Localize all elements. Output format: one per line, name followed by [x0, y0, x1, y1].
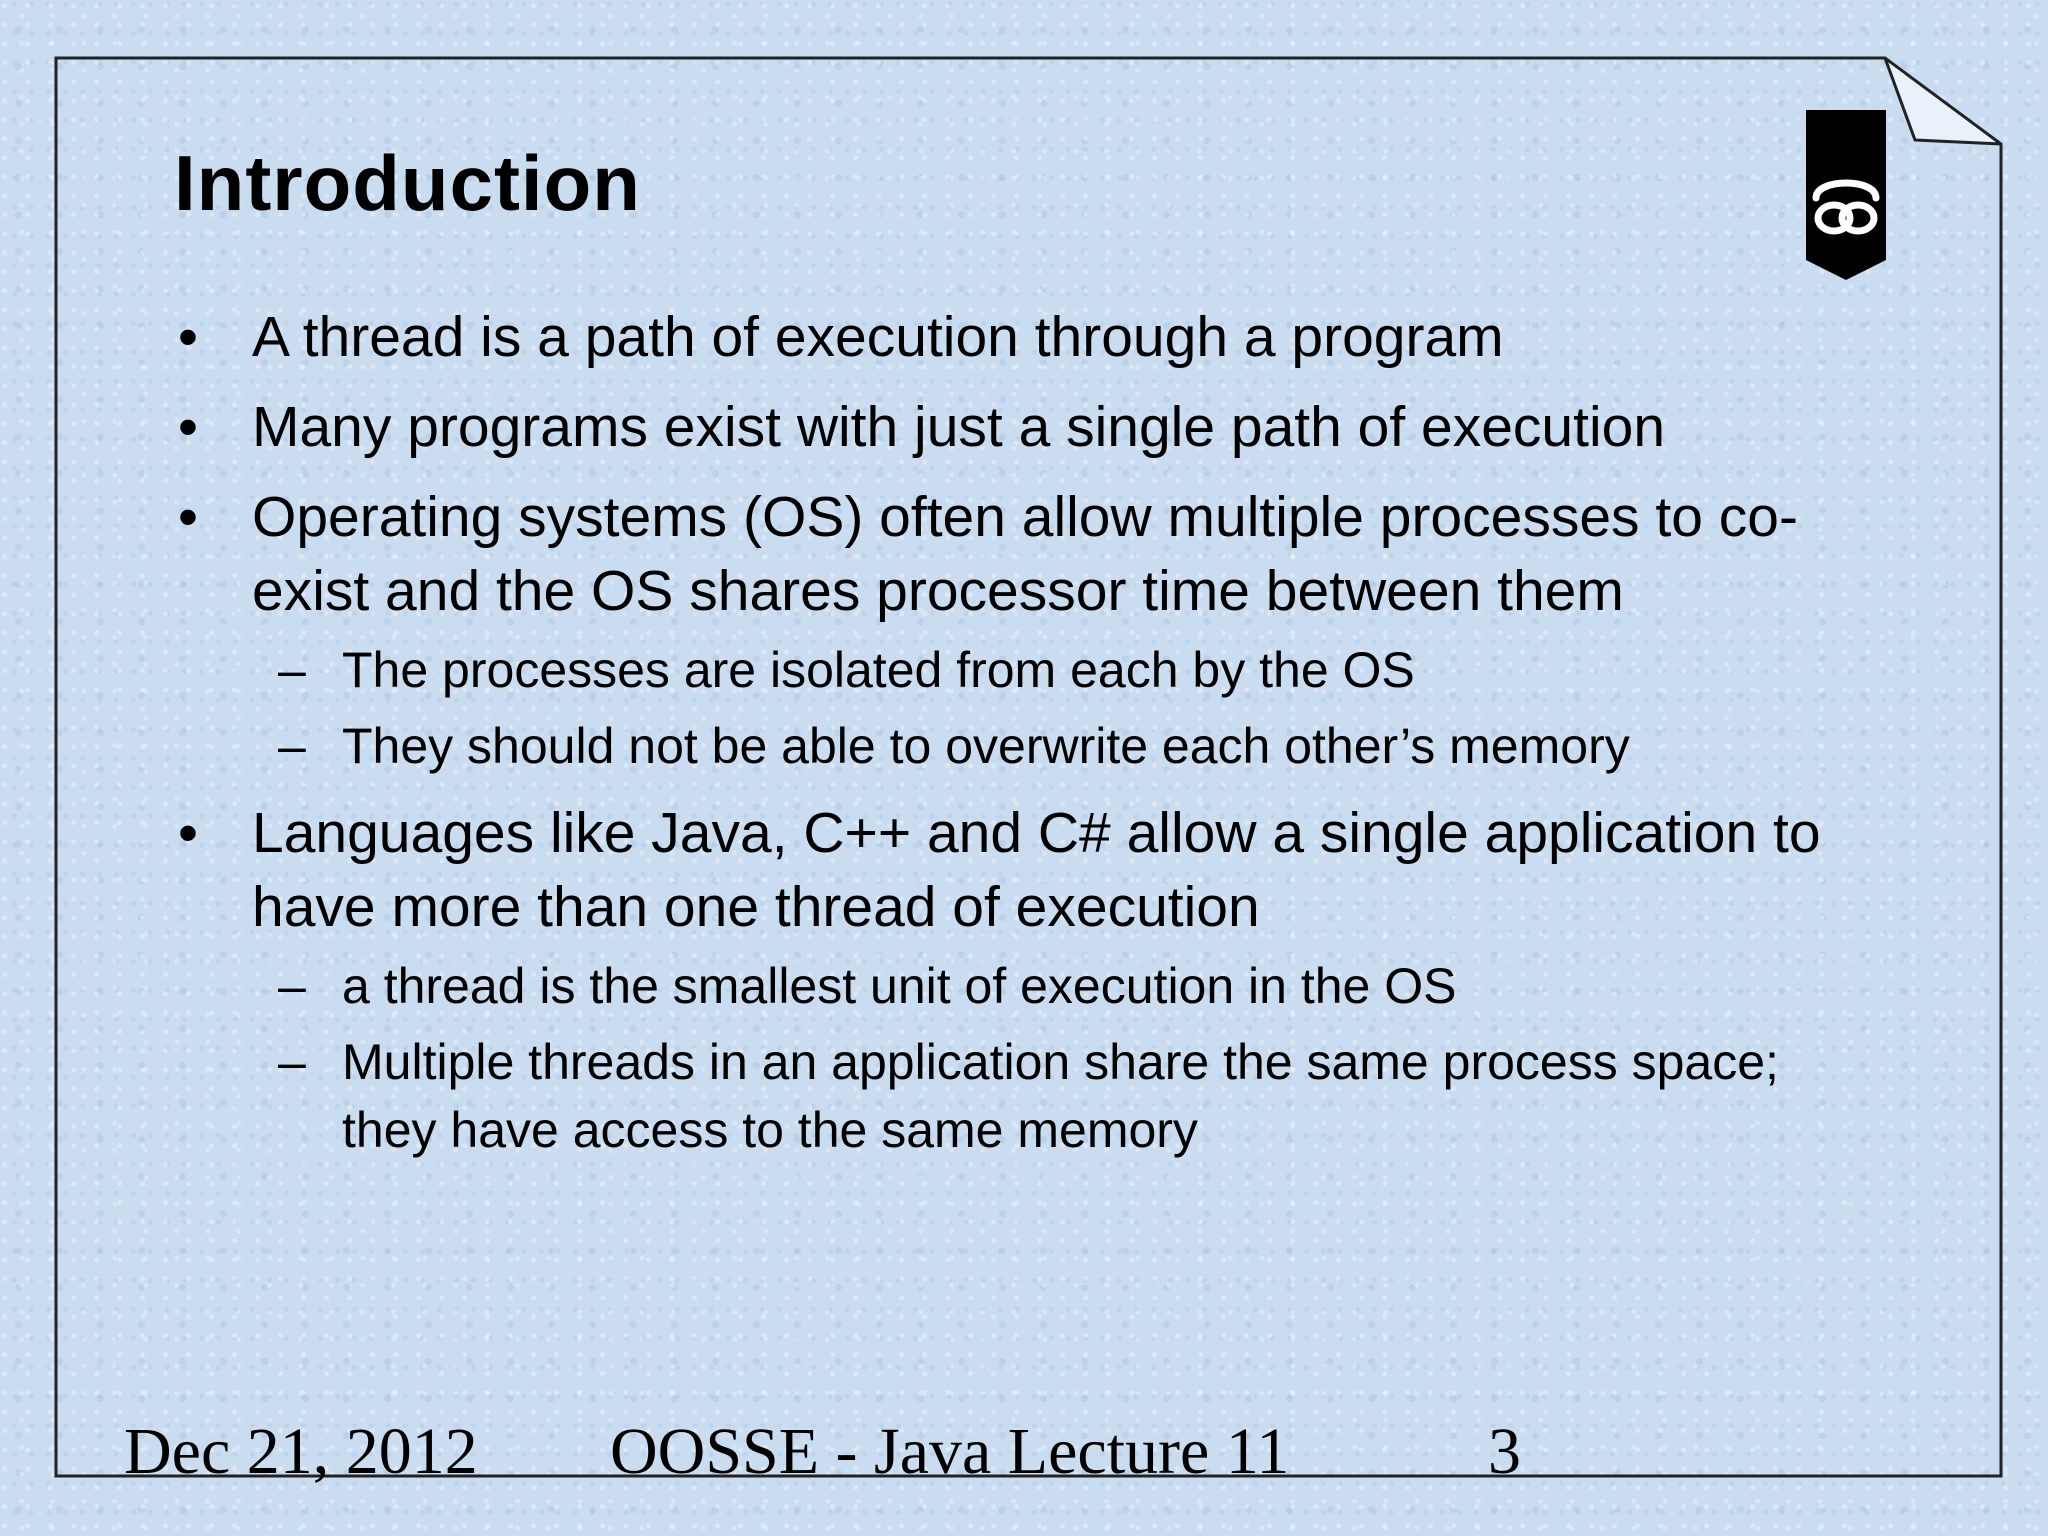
bullet-item [170, 300, 1870, 374]
footer-page-number: 3 [1488, 1415, 1521, 1488]
sub-bullet-marker: – [278, 958, 306, 1014]
bullet-text: Many programs exist with just a single path of execution [252, 395, 1666, 459]
footer-date: Dec 21, 2012 [124, 1415, 478, 1488]
slide-title: Introduction [174, 139, 641, 227]
sub-bullet-item [170, 1028, 1870, 1164]
folded-corner-icon [1885, 58, 2001, 144]
sub-bullet-marker: – [278, 1034, 306, 1090]
sub-bullet-item [170, 636, 1870, 704]
bullet-marker: • [178, 801, 198, 865]
sub-bullet-text: The processes are isolated from each by the OS [342, 642, 1415, 698]
bullet-item [170, 390, 1870, 464]
sub-bullet-text: They should not be able to overwrite each other’s memory [342, 718, 1630, 774]
sub-bullet-marker: – [278, 642, 306, 698]
sub-bullet-item [170, 952, 1870, 1020]
sub-bullet-text: Multiple threads in an application share the same process space; they have access to the same memory [342, 1034, 1779, 1158]
bullet-item [170, 796, 1870, 1164]
bullet-text: Languages like Java, C++ and C# allow a single application to have more than one thread of execution [252, 801, 1821, 939]
bullet-text: Operating systems (OS) often allow multiple processes to co-exist and the OS shares processor time between them [252, 485, 1798, 623]
bullet-marker: • [178, 395, 198, 459]
footer-course-title: OOSSE - Java Lecture 11 [610, 1415, 1290, 1488]
bullet-text: A thread is a path of execution through a program [252, 305, 1504, 369]
sub-bullet-item [170, 712, 1870, 780]
bullet-marker: • [178, 485, 198, 549]
sub-bullet-marker: – [278, 718, 306, 774]
bullet-list [170, 300, 1870, 1180]
sub-bullet-text: a thread is the smallest unit of execution in the OS [342, 958, 1457, 1014]
university-crest-icon [1806, 110, 1886, 280]
bullet-item [170, 480, 1870, 780]
bullet-marker: • [178, 305, 198, 369]
